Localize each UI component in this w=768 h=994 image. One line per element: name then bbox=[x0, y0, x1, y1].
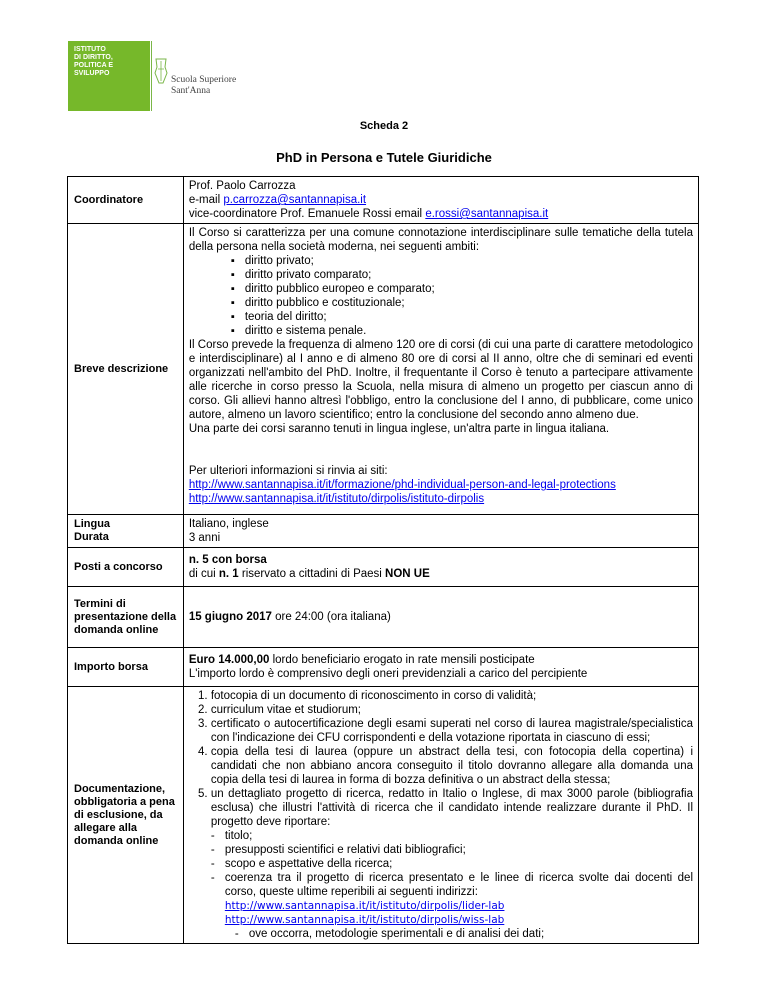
wiss-lab-link[interactable]: http://www.santannapisa.it/it/istituto/dirpolis/wiss-lab bbox=[224, 914, 505, 926]
descrizione-info: Per ulteriori informazioni si rinvia ai siti: bbox=[188, 465, 388, 477]
list-item: 4. copia della tesi di laurea (oppure un abstract della tesi, con fotocopia della copertina) i candidati che non abbiano ancora conseguito il titolo dovranno allegare alla domanda una copia della tesi di laurea in forma di bozza definitiva o un abstract della stessa; bbox=[211, 745, 693, 787]
descrizione-lingua-note: Una parte dei corsi saranno tenuti in lingua inglese, un'altra parte in lingua italiana. bbox=[188, 423, 610, 435]
progetto-requirements-more bbox=[211, 927, 693, 941]
label-coordinatore: Coordinatore bbox=[68, 177, 184, 224]
value-lingua-durata bbox=[183, 515, 698, 548]
importo-line1 bbox=[189, 653, 693, 667]
list-item: - presupposti scientifici e relativi dati bibliografici; bbox=[225, 843, 693, 857]
label-termini: Termini di presentazione della domanda online bbox=[68, 587, 184, 648]
value-documentazione bbox=[183, 687, 698, 944]
vice-email-link[interactable]: e.rossi@santannapisa.it bbox=[425, 208, 549, 220]
posti-text-b: n. 1 bbox=[218, 568, 239, 580]
row-documentazione bbox=[68, 687, 699, 944]
label-documentazione: Documentazione, obbligatoria a pena di esclusione, da allegare alla domanda online bbox=[68, 687, 184, 944]
school-name: Scuola Superiore Sant'Anna bbox=[171, 75, 237, 96]
list-item: - scopo e aspettative della ricerca; bbox=[225, 857, 693, 871]
termini-date: 15 giugno 2017 bbox=[188, 611, 272, 623]
row-termini bbox=[68, 587, 699, 648]
label-durata: Durata bbox=[74, 531, 109, 543]
email-prefix: e-mail bbox=[188, 194, 224, 206]
row-posti bbox=[68, 548, 699, 587]
list-item: - coerenza tra il progetto di ricerca presentato e le linee di ricerca svolte dai docenti del corso, queste ultime reperibili ai seguenti indirizzi: bbox=[225, 871, 693, 899]
posti-text-c: riservato a cittadini di Paesi bbox=[238, 568, 386, 580]
vice-coordinatore-line bbox=[189, 207, 693, 221]
dirpolis-link[interactable]: http://www.santannapisa.it/it/istituto/dirpolis/istituto-dirpolis bbox=[188, 493, 485, 505]
list-item bbox=[211, 787, 693, 941]
value-coordinatore bbox=[183, 177, 698, 224]
coordinatore-name: Prof. Paolo Carrozza bbox=[188, 180, 296, 192]
value-descrizione bbox=[183, 224, 698, 515]
value-termini bbox=[183, 587, 698, 648]
row-coordinatore bbox=[68, 177, 699, 224]
row-descrizione bbox=[68, 224, 699, 515]
scheda-label: Scheda 2 bbox=[359, 120, 409, 132]
list-item: ▪ diritto e sistema penale. bbox=[245, 324, 693, 338]
lider-lab-link[interactable]: http://www.santannapisa.it/it/istituto/dirpolis/lider-lab bbox=[224, 900, 505, 912]
list-item: 2. curriculum vitae et studiorum; bbox=[211, 703, 693, 717]
list-item: 3. certificato o autocertificazione degli esami superati nel corso di laurea magistrale/specialistica con l'indicazione dei CFU corrispondenti e della votazione riportata in ciascuno di essi; bbox=[211, 717, 693, 745]
posti-count: n. 5 con borsa bbox=[188, 554, 267, 566]
coordinatore-email-link[interactable]: p.carrozza@santannapisa.it bbox=[223, 194, 367, 206]
importo-amount: Euro 14.000,00 bbox=[188, 654, 270, 666]
posti-text-a: di cui bbox=[188, 568, 219, 580]
termini-time: ore 24:00 (ora italiana) bbox=[271, 611, 391, 623]
logo-divider bbox=[151, 41, 152, 111]
vice-prefix: vice-coordinatore Prof. Emanuele Rossi email bbox=[188, 208, 426, 220]
info-table bbox=[67, 176, 699, 944]
label-descrizione: Breve descrizione bbox=[68, 224, 184, 515]
durata-value: 3 anni bbox=[188, 532, 221, 544]
logo-text: ISTITUTO DI DIRITTO, POLITICA E SVILUPPO bbox=[74, 46, 114, 77]
label-lingua-durata bbox=[68, 515, 184, 548]
label-lingua: Lingua bbox=[74, 518, 111, 530]
lingua-value: Italiano, inglese bbox=[188, 518, 269, 530]
page-title: PhD in Persona e Tutele Giuridiche bbox=[276, 150, 492, 165]
seal-icon bbox=[153, 57, 169, 85]
importo-line2: L'importo lordo è comprensivo degli oneri previdenziali a carico del percipiente bbox=[188, 668, 588, 680]
list-item: ▪ diritto privato; bbox=[245, 254, 693, 268]
documents-list bbox=[189, 689, 693, 941]
institute-logo bbox=[68, 41, 150, 111]
label-importo: Importo borsa bbox=[68, 648, 184, 687]
list-item: 1. fotocopia di un documento di riconoscimento in corso di validità; bbox=[211, 689, 693, 703]
list-item: - titolo; bbox=[225, 829, 693, 843]
posti-reserved bbox=[189, 567, 693, 581]
ambiti-list bbox=[189, 254, 693, 338]
value-importo bbox=[183, 648, 698, 687]
importo-amount-rest: lordo beneficiario erogato in rate mensili posticipate bbox=[269, 654, 535, 666]
list-item: - ove occorra, metodologie sperimentali e di analisi dei dati; bbox=[249, 927, 693, 941]
progetto-text: un dettagliato progetto di ricerca, redatto in Italio o Inglese, di max 3000 parole (bibliografia esclusa) che illustri l'attività di ricerca che il candidato intende realizzare durante il PhD. Il progetto deve riportare: bbox=[210, 788, 693, 828]
list-item: ▪ diritto pubblico e costituzionale; bbox=[245, 296, 693, 310]
list-item: ▪ teoria del diritto; bbox=[245, 310, 693, 324]
list-item: ▪ diritto pubblico europeo e comparato; bbox=[245, 282, 693, 296]
list-item: ▪ diritto privato comparato; bbox=[245, 268, 693, 282]
posti-text-d: NON UE bbox=[385, 568, 430, 580]
coordinatore-email-line bbox=[189, 193, 693, 207]
label-posti: Posti a concorso bbox=[68, 548, 184, 587]
phd-page-link[interactable]: http://www.santannapisa.it/it/formazione/phd-individual-person-and-legal-protections bbox=[188, 479, 616, 491]
row-importo bbox=[68, 648, 699, 687]
value-posti bbox=[183, 548, 698, 587]
descrizione-body: Il Corso prevede la frequenza di almeno 120 ore di corsi (di cui una parte di carattere metodologico e interdisciplinare) al I anno e di almeno 80 ore di corsi al II anno, oltre che di seminari ed eventi organizzati nell'ambito del PhD. Inoltre, il frequentante il Corso è tenuto a partecipare attivamente alle ricerche in corso presso la Scuola, nella misura di almeno un progetto per ciascun anno di corso. Gli allievi hanno altresì l'obbligo, entro la conclusione del I anno, di pubblicare, come unico autore, almeno un lavoro scientifico; entro la conclusione del secondo anno almeno due. bbox=[188, 339, 693, 421]
descrizione-intro: Il Corso si caratterizza per una comune connotazione interdisciplinare sulle tematiche della tutela della persona nella società moderna, nei seguenti ambiti: bbox=[188, 227, 693, 253]
progetto-requirements bbox=[211, 829, 693, 899]
row-lingua-durata bbox=[68, 515, 699, 548]
